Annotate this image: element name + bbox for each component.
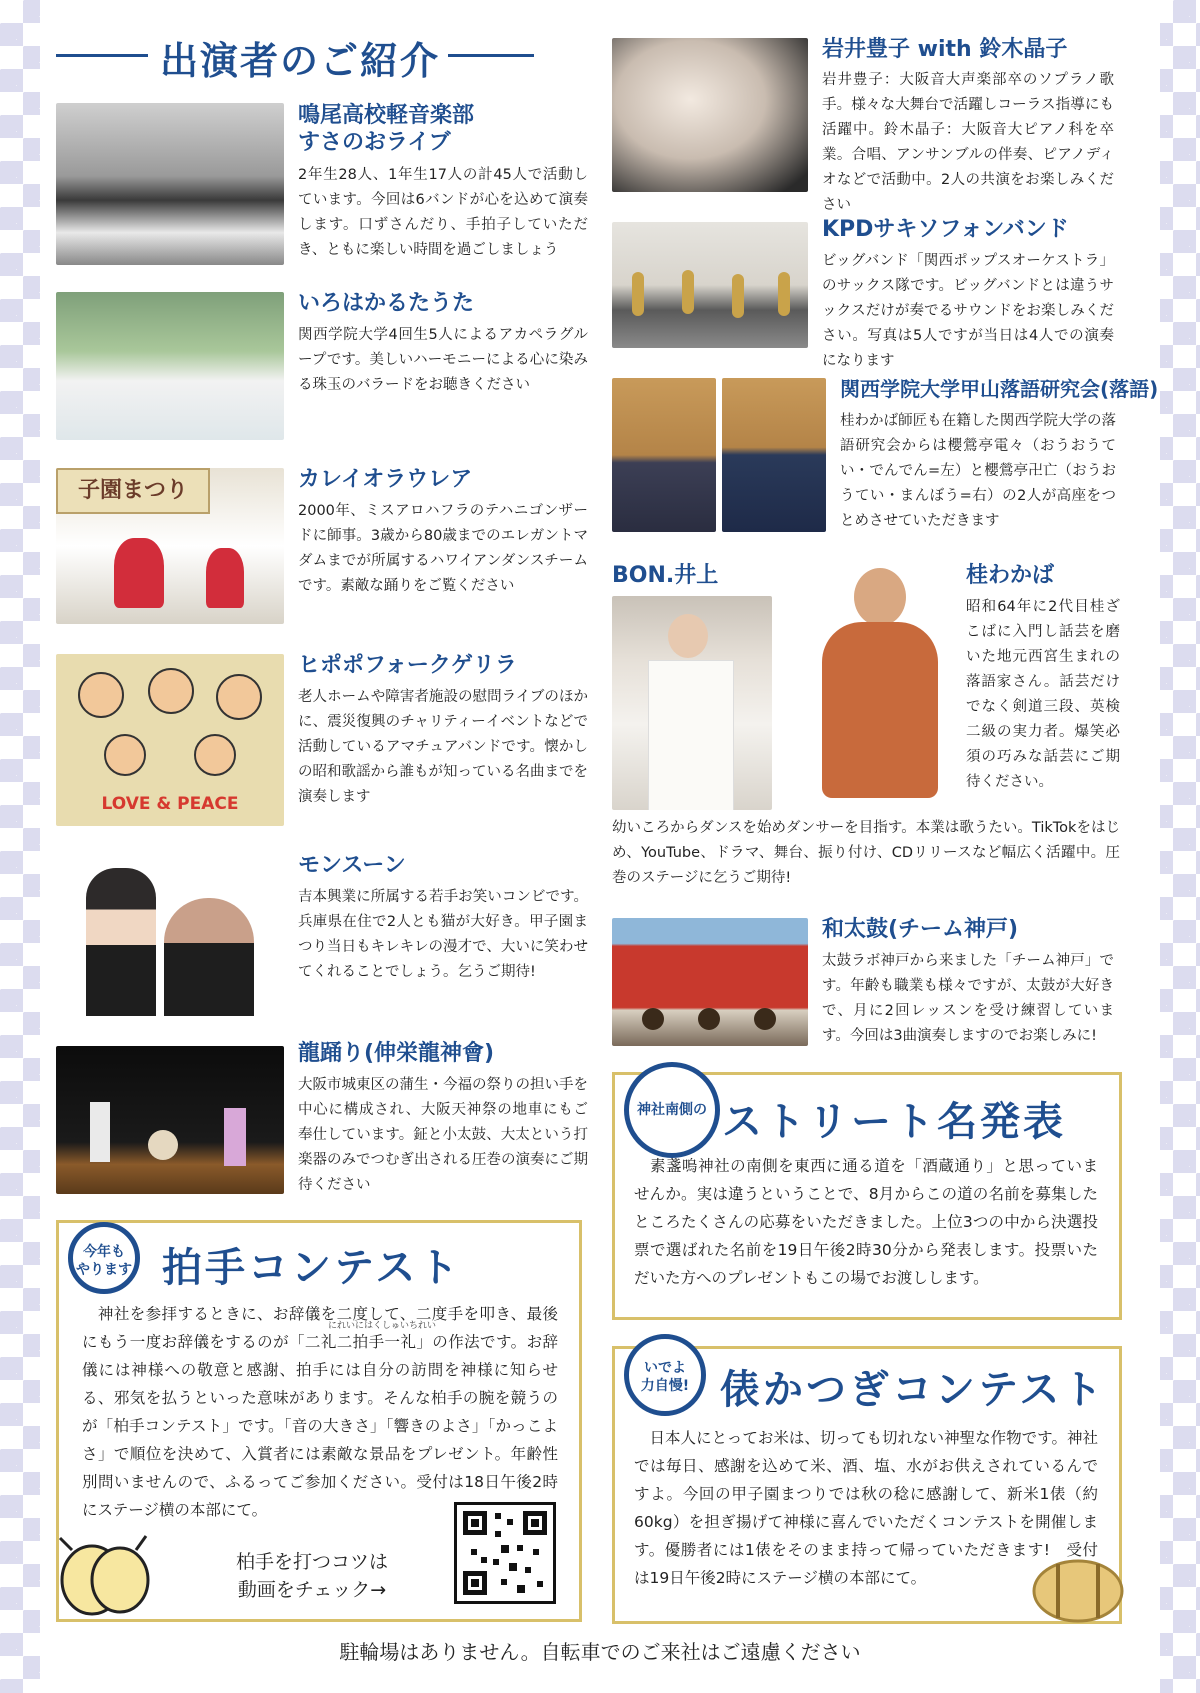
- qr-code[interactable]: [454, 1502, 556, 1604]
- drum: [754, 1008, 776, 1030]
- performer-name: モンスーン: [298, 853, 406, 878]
- dancer-figure: [206, 548, 244, 608]
- performer-name: 桂わかば: [966, 563, 1055, 588]
- performer-name: いろはかるたうた: [298, 291, 475, 316]
- cartoon-head: [78, 672, 124, 718]
- clap-contest-title: 拍手コンテスト: [162, 1245, 462, 1291]
- performer-name: 龍踊り(伸栄龍神會): [298, 1041, 495, 1066]
- photo-illustration: [56, 654, 284, 826]
- header-line-right: [448, 54, 534, 57]
- saxophone: [732, 274, 744, 318]
- tawara-contest-text: 日本人にとってお米は、切っても切れない神聖な作物です。神社では毎日、感謝を込めて米、酒、塩、水がお供えされているんですよ。今回の甲子園まつりでは秋の稔に感謝して、新米1俵（約60kg）を担ぎ揚げて神様に喜んでいただくコンテストを開催します。優勝者には1俵をそのまま持って帰っていただきます! 受付は19日午後2時にステージ横の本部にて。: [634, 1429, 1098, 1587]
- cartoon-head: [194, 734, 236, 776]
- photo-club-group: [56, 103, 284, 265]
- dancer-figure: [648, 660, 734, 810]
- performer-desc: 大阪市城東区の蒲生・今福の祭りの担い手を中心に構成され、大阪天神祭の地車にもご奉仕しています。鉦と小太鼓、大太という打楽器のみでつむぎ出される圧巻の演奏にご期待ください: [298, 1077, 588, 1193]
- saxophone: [632, 272, 644, 316]
- person-figure: [86, 868, 156, 1016]
- performer-name: 関西学院大学甲山落語研究会(落語): [840, 377, 1159, 401]
- photo-sax-band: [612, 222, 808, 348]
- photo-hula: [56, 468, 284, 624]
- kimono: [822, 622, 938, 798]
- photo-dancer: [612, 596, 772, 810]
- person-head: [854, 568, 906, 626]
- photo-soprano: [612, 38, 808, 192]
- performer-desc: 2年生28人、1年生17人の計45人で活動しています。今回は6バンドが心を込めて演奏します。口ずさんだり、手拍子していただき、ともに楽しい時間を過ごしましょう: [298, 167, 588, 258]
- performer-desc: 吉本興業に所属する若手お笑いコンビです。兵庫県在住で2人とも猫が大好き。甲子園まつり当日もキレキレの漫才で、大いに笑わせてくれることでしょう。乞うご期待!: [298, 889, 588, 980]
- rice-bale-icon: [1030, 1556, 1126, 1626]
- performer-desc: 関西学院大学4回生5人によるアカペラグループです。美しいハーモニーによる心に染みる珠玉のバラードをお聴きください: [298, 327, 588, 393]
- photo-taiko: [612, 918, 808, 1046]
- drum: [148, 1130, 178, 1160]
- performer-desc: 太鼓ラボ神戸から来ました「チーム神戸」です。年齢も職業も様々ですが、太鼓が大好きで、月に2回レッスンを受け練習しています。今回は3曲演奏しますのでお楽しみに!: [822, 953, 1114, 1044]
- flyer-page: [40, 0, 1160, 1693]
- drum: [698, 1008, 720, 1030]
- drum: [642, 1008, 664, 1030]
- cartoon-head: [216, 674, 262, 720]
- performer-name: 和太鼓(チーム神戸): [822, 917, 1019, 942]
- photo-rakugoka: [802, 562, 958, 798]
- performer-figure: [224, 1108, 246, 1166]
- clap-contest-badge: 今年も やります: [68, 1222, 140, 1294]
- performer-desc: 桂わかば師匠も在籍した関西学院大学の落語研究会からは櫻鶯亭電々（おうおうてい・でんでん=左）と櫻鶯亭卍亡（おうおうてい・まんぼう=右）の2人が高座をつとめさせていただきます: [840, 413, 1116, 529]
- video-hint: 柏手を打つコツは 動画をチェック→: [236, 1551, 389, 1601]
- cartoon-head: [148, 668, 194, 714]
- photo-acappella: [56, 292, 284, 440]
- performer-name: 岩井豊子 with 鈴木晶子: [822, 37, 1068, 62]
- street-name-title: ストリート名発表: [722, 1099, 1066, 1145]
- street-name-text: 素盞嗚神社の南側を東西に通る道を「酒蔵通り」と思っていませんか。実は違うということで、8月からこの道の名前を募集したところたくさんの応募をいただきました。上位3つの中から決選投票で選ばれた名前を19日午後2時30分から発表します。投票いただいた方へのプレゼントもこの場でお渡しします。: [634, 1157, 1098, 1287]
- performer-desc: 2000年、ミスアロハフラのテハニゴンザードに師事。3歳から80歳までのエレガントマダムまでが所属するハワイアンダンスチームです。素敵な踊りをご覧ください: [298, 503, 588, 594]
- performer-desc: 老人ホームや障害者施設の慰問ライブのほかに、震災復興のチャリティーイベントなどで活動しているアマチュアバンドです。懐かしの昭和歌謡から誰もが知っている名曲までを演奏します: [298, 689, 588, 805]
- section-title: 出演者のご紹介: [160, 39, 441, 83]
- photo-dragon-dance: [56, 1046, 284, 1194]
- photo-rakugo-left: [612, 378, 716, 532]
- photo-rakugo-right: [722, 378, 826, 532]
- photo-comedy-duo: [56, 858, 284, 1016]
- hula-banner: 子園まつり: [56, 468, 210, 514]
- saxophone: [682, 270, 694, 314]
- performer-name: ヒポポフォークゲリラ: [298, 653, 517, 678]
- performer-desc: ビッグバンド「関西ポップスオーケストラ」のサックス隊です。ビッグバンドとは違うサックスだけが奏でるサウンドをお楽しみください。写真は5人ですが当日は4人での演奏になります: [822, 253, 1114, 369]
- clapping-hands-icon: [50, 1528, 160, 1618]
- performer-name: BON.井上: [612, 563, 719, 588]
- performer-desc: 岩井豊子：大阪音大声楽部卒のソプラノ歌手。様々な大舞台で活躍しコーラス指導にも活躍中。鈴木晶子：大阪音大ピアノ科を卒業。合唱、アンサンブルの伴奏、ピアノディオなどで活動中。2人の共演をお楽しみください: [822, 72, 1114, 213]
- performer-desc: 幼いころからダンスを始めダンサーを目指す。本業は歌うたい。TikTokをはじめ、YouTube、ドラマ、舞台、振り付け、CDリリースなど幅広く活躍中。圧巻のステージに乞うご期待!: [612, 820, 1120, 886]
- performer-name: KPDサキソフォンバンド: [822, 217, 1069, 242]
- performer-name: カレイオラウレア: [298, 467, 473, 492]
- person-figure: [164, 898, 254, 1016]
- tawara-contest-title: 俵かつぎコンテスト: [720, 1367, 1106, 1413]
- saxophone: [778, 272, 790, 316]
- love-peace-caption: LOVE & PEACE: [101, 794, 239, 814]
- performer-figure: [90, 1102, 110, 1162]
- ruby-text: にれいにはくしゅいちれい: [328, 1321, 437, 1331]
- footer-notice: 駐輪場はありません。自転車でのご来社はご遠慮ください: [339, 1640, 861, 1664]
- tawara-contest-badge: いでよ 力自慢!: [624, 1334, 706, 1416]
- performer-name: 鳴尾高校軽音楽部 すさのおライブ: [298, 103, 475, 155]
- header-line-left: [56, 54, 148, 57]
- cartoon-head: [104, 734, 146, 776]
- dancer-figure: [668, 614, 708, 658]
- dancer-figure: [114, 538, 164, 608]
- clap-contest-text: 神社を参拝するときに、お辞儀を二度して、二度手を叩き、最後にもう一度お辞儀をするのが「二礼二拍手一礼」の作法です。お辞儀には神様への敬意と感謝、拍手には自分の訪問を神様に知らせる、邪気を払うといった意味があります。そんな柏手の腕を競うのが「柏手コンテスト」です。「音の大きさ」「響きのよさ」「かっこよさ」で順位を決めて、入賞者には素敵な景品をプレゼント。年齢性別問いませんので、ふるってご参加ください。受付は18日午後2時にステージ横の本部にて。: [82, 1305, 558, 1519]
- performer-desc: 昭和64年に2代目桂ざこばに入門し話芸を磨いた地元西宮生まれの落語家さん。話芸だけでなく剣道三段、英検二級の実力者。爆笑必須の巧みな話芸にご期待ください。: [966, 599, 1120, 790]
- street-name-badge: 神社南側の: [624, 1062, 720, 1158]
